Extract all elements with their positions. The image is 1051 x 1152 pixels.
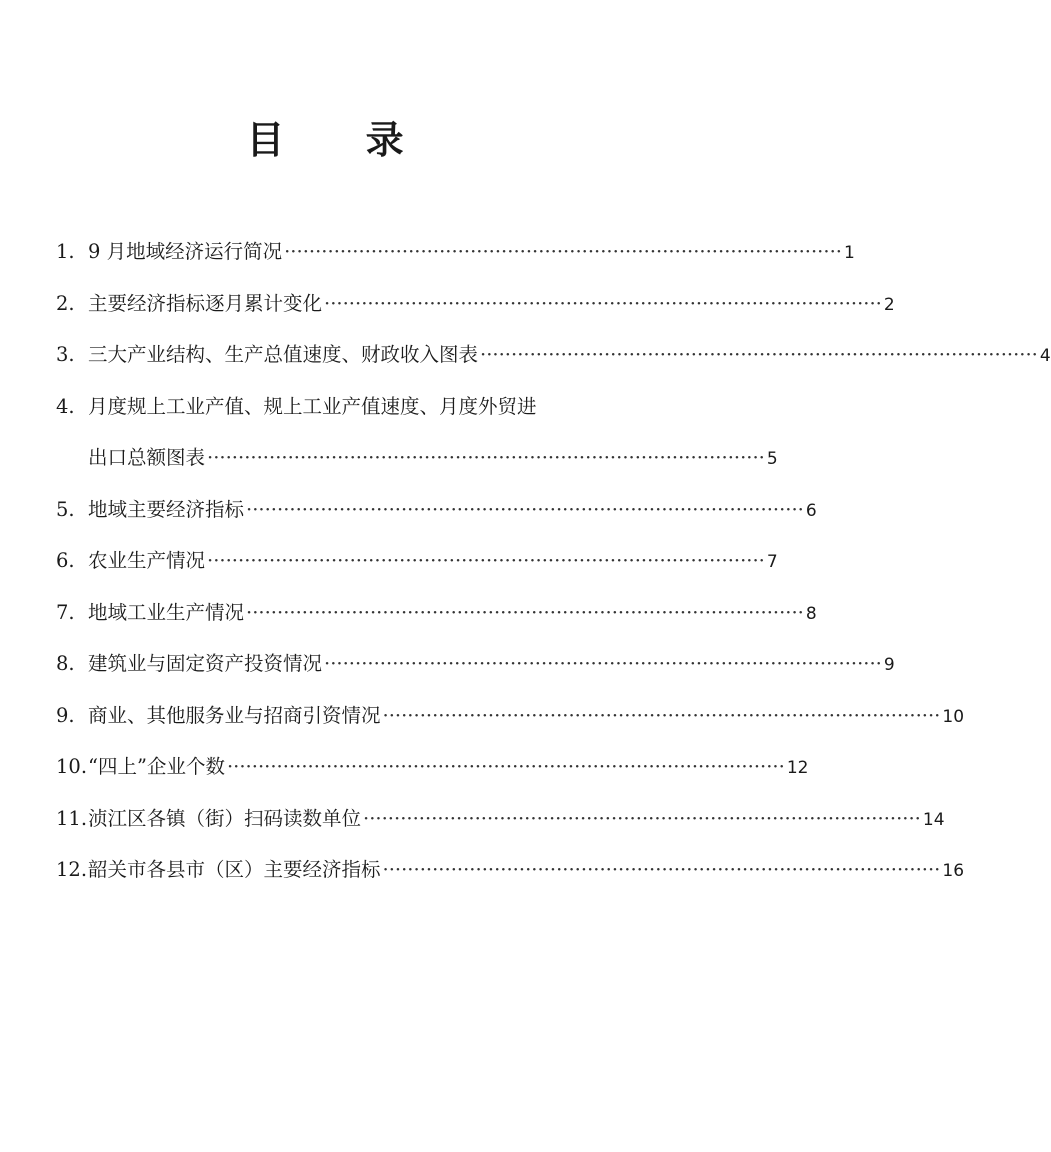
toc-entry-label-continued: 出口总额图表 [88, 446, 206, 469]
toc-entry-number: 9. [56, 703, 75, 727]
toc-entry-label: 主要经济指标逐月累计变化 [88, 291, 323, 315]
toc-entry-number: 1. [56, 240, 75, 263]
toc-entry-page: 9 [883, 655, 895, 675]
toc-entry-label: 地域主要经济指标 [88, 497, 245, 521]
toc-entry-label: 月度规上工业产值、规上工业产值速度、月度外贸进 [88, 394, 537, 418]
dot-leader: ·························································································· [207, 549, 765, 572]
toc-entry-9[interactable] [56, 696, 965, 735]
toc-entry-label: 9 月地域经济运行简况 [88, 240, 283, 263]
toc-entry-label: 农业生产情况 [88, 549, 206, 572]
toc-entry-page: 14 [922, 809, 945, 830]
dot-leader: ·························································································· [324, 652, 882, 675]
toc-entry-7[interactable] [56, 593, 817, 632]
dot-leader: ·························································································· [207, 446, 765, 469]
toc-entry-number: 12. [56, 858, 88, 881]
dot-leader: ·························································································· [284, 240, 842, 263]
toc-entry-page: 7 [766, 552, 778, 572]
toc-entry-number: 8. [56, 652, 75, 675]
toc-entry-3[interactable] [56, 335, 1051, 374]
toc-entry-4[interactable] [56, 387, 778, 478]
toc-entry-2[interactable] [56, 284, 895, 323]
toc-entry-number: 2. [56, 291, 75, 315]
toc-entry-1[interactable] [56, 232, 855, 271]
dot-leader: ·························································································· [324, 291, 882, 315]
dot-leader: ·························································································· [382, 703, 941, 727]
dot-leader: ·························································································· [480, 343, 1038, 366]
toc-entry-label: 地域工业生产情况 [88, 600, 245, 624]
toc-entry-label: 建筑业与固定资产投资情况 [88, 652, 323, 675]
toc-entry-page: 1 [843, 243, 855, 263]
toc-entry-page: 2 [883, 294, 895, 315]
page-title: 目 录 [246, 117, 438, 162]
toc-entry-10[interactable] [56, 747, 809, 786]
dot-leader: ·························································································· [226, 755, 785, 778]
toc-entry-number: 6. [56, 549, 75, 572]
toc-entry-page: 12 [786, 758, 809, 778]
toc-entry-label: 商业、其他服务业与招商引资情况 [88, 703, 381, 727]
toc-entry-label: 三大产业结构、生产总值速度、财政收入图表 [88, 343, 479, 366]
toc-entry-page: 4 [1039, 346, 1051, 366]
toc-entry-label: 浈江区各镇（街）扫码读数单位 [88, 806, 362, 830]
toc-entry-page: 5 [766, 449, 778, 469]
table-of-contents [56, 232, 1051, 902]
toc-entry-number: 10. [56, 755, 88, 778]
toc-entry-5[interactable] [56, 490, 817, 529]
toc-entry-number: 4. [56, 394, 75, 418]
toc-entry-number: 7. [56, 600, 75, 624]
dot-leader: ·························································································· [363, 806, 921, 830]
toc-entry-label: 韶关市各县市（区）主要经济指标 [88, 858, 381, 881]
toc-entry-page: 10 [942, 706, 965, 727]
toc-entry-11[interactable] [56, 799, 945, 838]
toc-entry-12[interactable] [56, 850, 965, 889]
toc-entry-number: 5. [56, 497, 75, 521]
toc-entry-page: 8 [805, 603, 817, 624]
toc-entry-page: 6 [805, 500, 817, 521]
toc-entry-page: 16 [942, 861, 965, 881]
toc-entry-number: 11. [56, 806, 88, 830]
dot-leader: ·························································································· [246, 600, 804, 624]
dot-leader: ·························································································· [382, 858, 941, 881]
dot-leader: ·························································································· [246, 497, 804, 521]
toc-entry-6[interactable] [56, 541, 778, 580]
toc-entry-number: 3. [56, 343, 75, 366]
toc-entry-label: “四上”企业个数 [88, 755, 225, 778]
toc-entry-8[interactable] [56, 644, 895, 683]
